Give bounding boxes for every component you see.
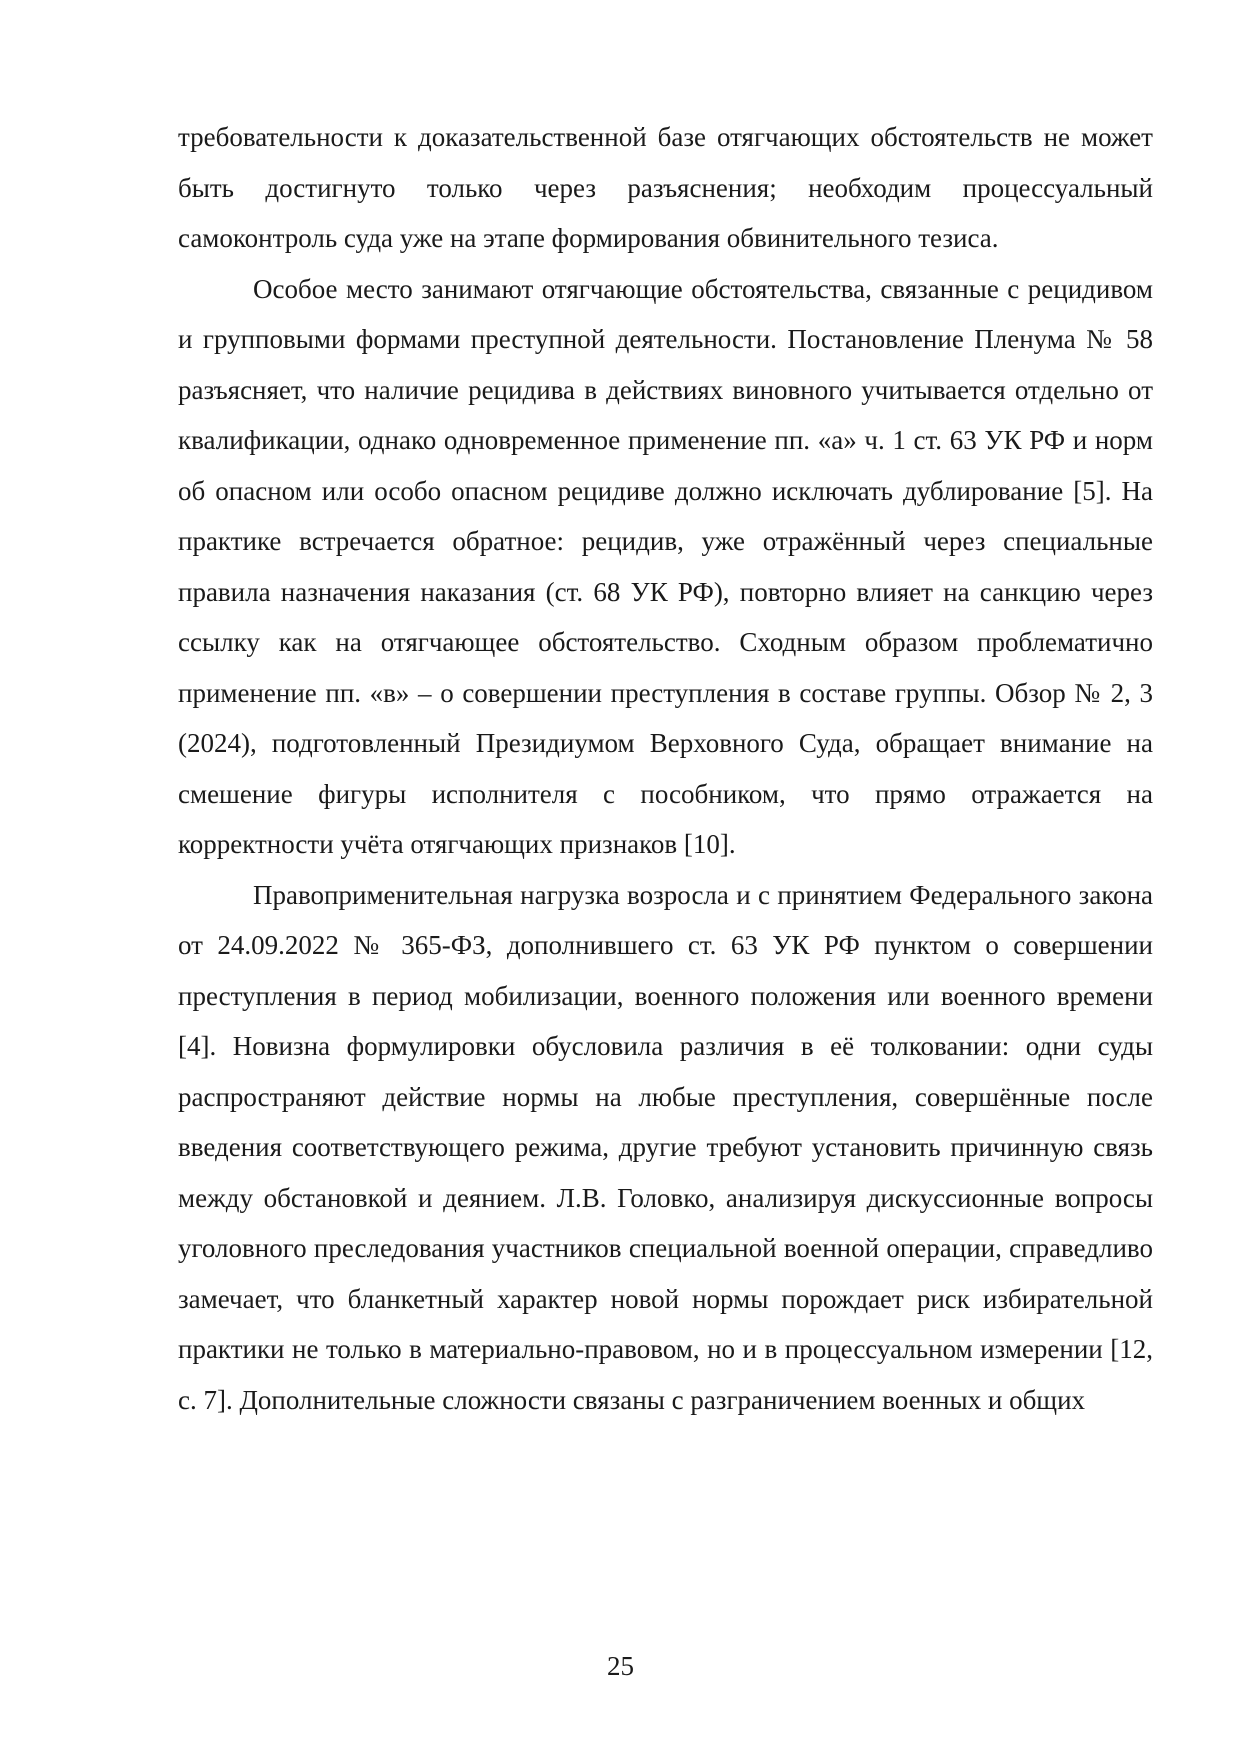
paragraph-mobilization: Правоприменительная нагрузка возросла и с принятием Федерального закона от 24.09.2022 № 365-ФЗ, дополнившего ст. 63 УК РФ пунктом о совершении преступления в период мобилизации, военного положения или военного времени [4]. Новизна формулировки обусловила различия в её толковании: одни суды распространяют действие нормы на любые преступления, совершённые после введения соответствующего режима, другие требуют установить причинную связь между обстановкой и деянием. Л.В. Головко, анализируя дискуссионные вопросы уголовного преследования участников специальной военной операции, справедливо замечает, что бланкетный характер новой нормы порождает риск избирательной практики не только в материально-правовом, но и в процессуальном измерении [12, с. 7]. Дополнительные сложности связаны с разграничением военных и общих	[178, 879, 1153, 1415]
page-number: 25	[607, 1651, 634, 1681]
body-text	[178, 112, 1153, 1425]
paragraph-continuation: требовательности к доказательственной базе отягчающих обстоятельств не может быть достигнуто только через разъяснения; необходим процессуальный самоконтроль суда уже на этапе формирования обвинительного тезиса.	[178, 122, 1153, 253]
paragraph-recidivism: Особое место занимают отягчающие обстоятельства, связанные с рецидивом и групповыми формами преступной деятельности. Постановление Пленума № 58 разъясняет, что наличие рецидива в действиях виновного учитывается отдельно от квалификации, однако одновременное применение пп. «а» ч. 1 ст. 63 УК РФ и норм об опасном или особо опасном рецидиве должно исключать дублирование [5]. На практике встречается обратное: рецидив, уже отражённый через специальные правила назначения наказания (ст. 68 УК РФ), повторно влияет на санкцию через ссылку как на отягчающее обстоятельство. Сходным образом проблематично применение пп. «в» – о совершении преступления в составе группы. Обзор № 2, 3 (2024), подготовленный Президиумом Верховного Суда, обращает внимание на смешение фигуры исполнителя с пособником, что прямо отражается на корректности учёта отягчающих признаков [10].	[178, 273, 1153, 859]
